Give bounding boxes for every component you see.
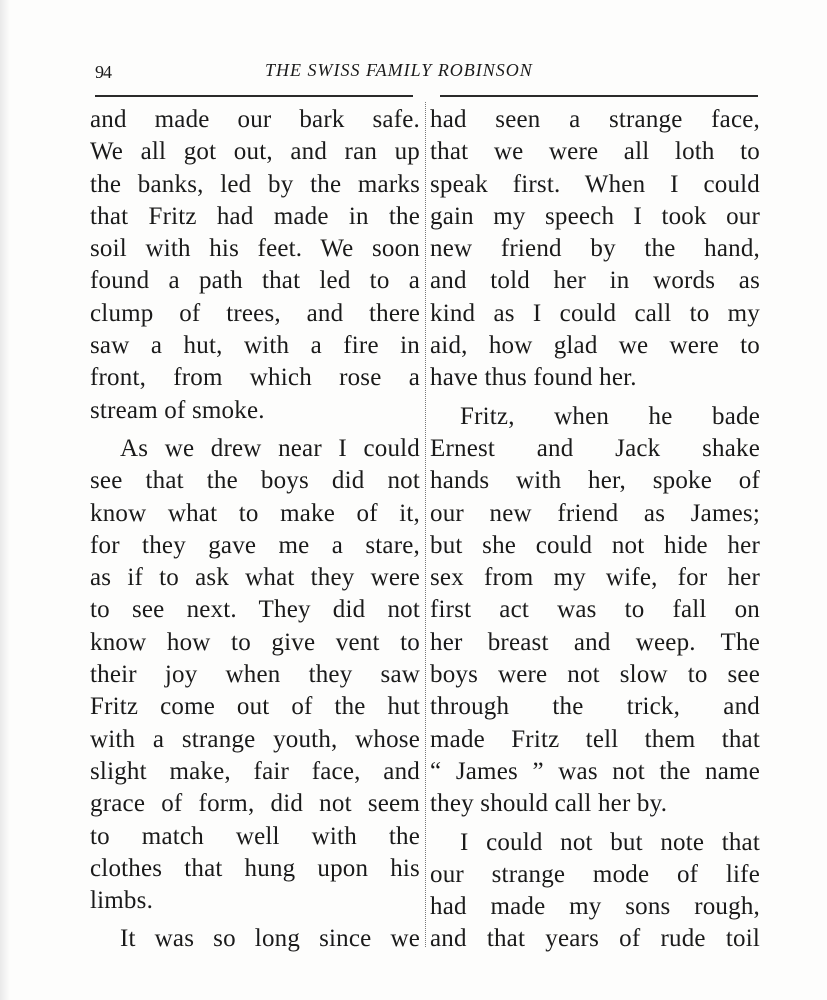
text-line: Fritz, when he bade [460, 402, 760, 430]
text-line: Ernest and Jack shake [430, 434, 760, 462]
text-line: We all got out, and ran up [90, 138, 420, 166]
text-line: had seen a strange face, [430, 106, 760, 133]
text-line: “ James ” was not the name [430, 757, 760, 785]
text-line: clothes that hung upon his [90, 854, 420, 882]
column-divider [425, 102, 426, 947]
paragraph [90, 104, 420, 427]
text-line: with a strange youth, whose [90, 725, 420, 753]
paragraph [430, 827, 760, 956]
text-line: found a path that led to a [90, 267, 420, 295]
text-line: front, from which rose a [90, 364, 420, 392]
text-line: stream of smoke. [90, 396, 265, 424]
running-title: THE SWISS FAMILY ROBINSON [265, 60, 533, 80]
text-line: our new friend as James; [430, 499, 760, 527]
paragraph [430, 401, 760, 821]
text-line: they should call her by. [430, 790, 668, 818]
text-line: that Fritz had made in the [90, 202, 420, 230]
text-line: know what to make of it, [90, 499, 420, 527]
text-line: had made my sons rough, [430, 893, 760, 921]
paragraph [90, 433, 420, 917]
text-line: the banks, led by the marks [90, 170, 420, 198]
text-line: her breast and weep. The [430, 628, 760, 656]
text-line: and that years of rude toil [430, 925, 760, 953]
text-line: slight make, fair face, and [90, 757, 420, 785]
text-line: Fritz come out of the hut [90, 693, 420, 721]
text-line: our strange mode of life [430, 860, 760, 888]
left-column [90, 104, 420, 954]
text-line: As we drew near I could [120, 434, 420, 462]
text-line: limbs. [90, 887, 154, 915]
right-column [430, 104, 760, 954]
page-number: 94 [95, 62, 111, 82]
text-line: and told her in words as [430, 267, 760, 295]
text-line: gain my speech I took our [430, 202, 760, 230]
text-line: and made our bark safe. [90, 106, 420, 133]
text-line: first act was to fall on [430, 596, 760, 624]
text-line: new friend by the hand, [430, 235, 760, 263]
header-rule-left [95, 95, 413, 97]
text-line: but she could not hide her [430, 531, 760, 559]
text-line: made Fritz tell them that [430, 725, 760, 753]
text-line: have thus found her. [430, 364, 637, 392]
text-line: speak first. When I could [430, 170, 760, 198]
paragraph [90, 923, 420, 955]
text-line: as if to ask what they were [90, 564, 420, 592]
text-line: clump of trees, and there [90, 299, 420, 327]
text-line: for they gave me a stare, [90, 531, 420, 559]
text-line: aid, how glad we were to [430, 332, 760, 360]
text-line: kind as I could call to my [430, 299, 760, 327]
text-line: through the trick, and [430, 693, 760, 721]
text-line: hands with her, spoke of [430, 467, 760, 495]
text-line: boys were not slow to see [430, 661, 760, 689]
text-line: to see next. They did not [90, 596, 420, 624]
paragraph [430, 104, 760, 395]
text-line: their joy when they saw [90, 661, 420, 689]
text-line: It was so long since we [120, 925, 420, 953]
text-line: soil with his feet. We soon [90, 235, 420, 263]
text-line: to match well with the [90, 822, 420, 850]
scan-edge-shadow [0, 0, 10, 1000]
page-header [95, 60, 760, 84]
text-line: see that the boys did not [90, 467, 420, 495]
text-line: I could not but note that [460, 828, 760, 856]
text-line: sex from my wife, for her [430, 564, 760, 592]
header-rule-right [440, 95, 758, 97]
text-line: know how to give vent to [90, 628, 420, 656]
text-line: saw a hut, with a fire in [90, 332, 420, 360]
text-line: that we were all loth to [430, 138, 760, 166]
text-line: grace of form, did not seem [90, 790, 420, 818]
